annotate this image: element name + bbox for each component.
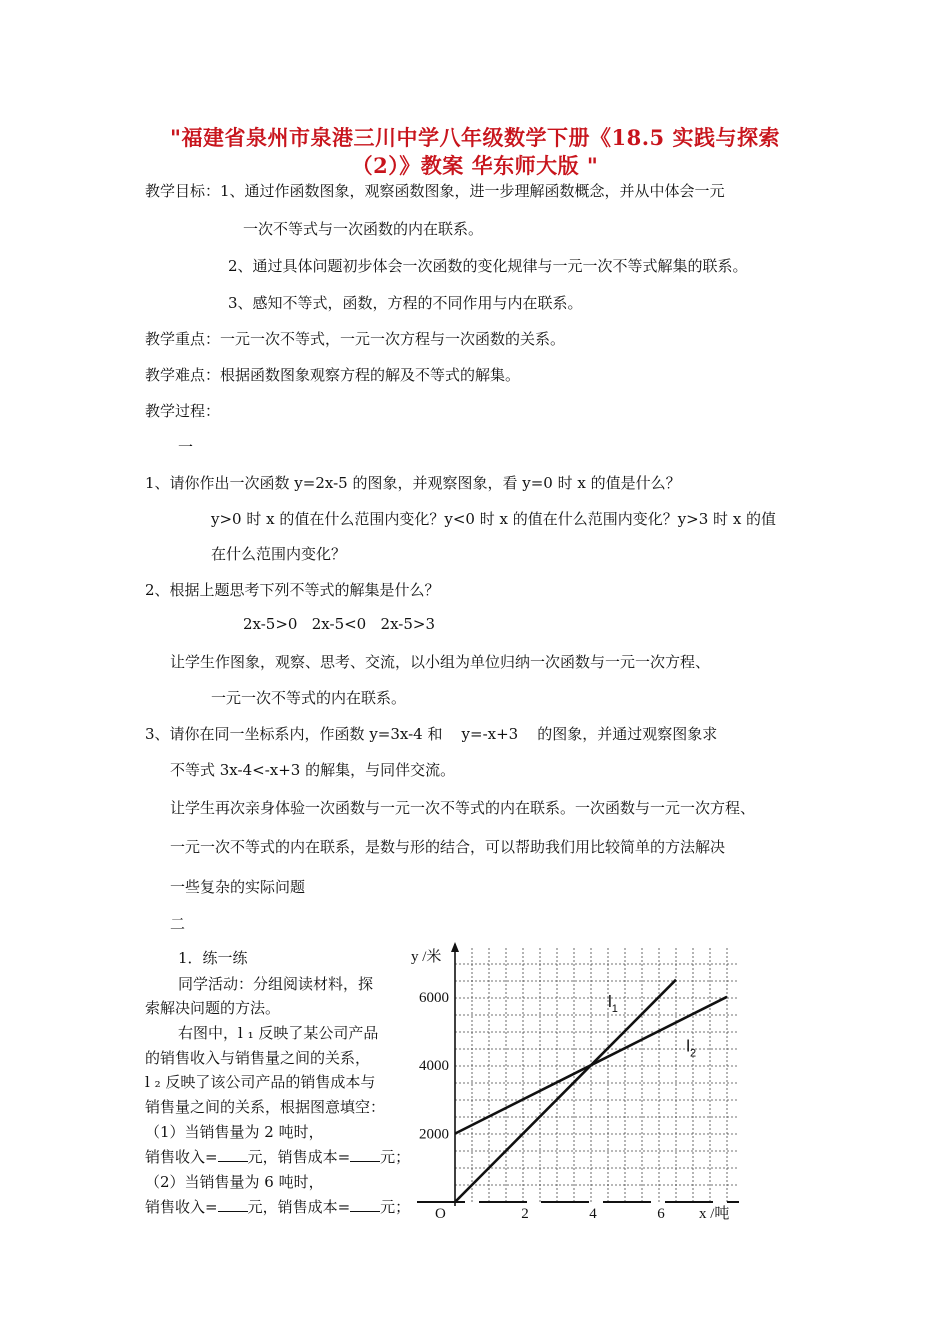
cost-blank-1[interactable] [350, 1147, 380, 1162]
description-line-3: l ₂ 反映了该公司产品的销售成本与 [145, 1073, 376, 1091]
x-tick-label: 2 [521, 1206, 529, 1222]
unit-label: 元； [380, 1148, 411, 1166]
unit-label: 元； [380, 1198, 411, 1216]
question-1-end: 在什么范围内变化？ [211, 545, 347, 563]
series-label-2: $l_2$ [686, 1036, 697, 1060]
series-line-1 [455, 980, 676, 1202]
question-3: 3、请你在同一坐标系内，作函数 y=3x-4 和 y=-x+3 的图象，并通过观察图象求 [145, 725, 718, 743]
y-tick-label: 2000 [419, 1126, 449, 1143]
difficulty: 教学难点：根据函数图象观察方程的解及不等式的解集。 [145, 366, 521, 384]
description-line-1: 右图中，l ₁ 反映了某公司产品 [178, 1024, 379, 1042]
sales-chart [405, 940, 740, 1225]
fill-answer-1 [145, 1146, 410, 1167]
summary-line-2: 一元一次不等式的内在联系，是数与形的结合，可以帮助我们用比较简单的方法解决 [170, 838, 726, 856]
question-2-note-cont: 一元一次不等式的内在联系。 [211, 689, 407, 707]
cost-blank-2[interactable] [350, 1197, 380, 1212]
objectives-label-line [145, 180, 725, 201]
objectives-label: 教学目标： [145, 182, 221, 200]
cost-label: 元，销售成本= [247, 1148, 351, 1166]
question-2-note: 让学生作图象，观察、思考、交流，以小组为单位归纳一次函数与一元一次方程、 [170, 653, 711, 671]
summary-line-1: 让学生再次亲身体验一次函数与一元一次不等式的内在联系。一次函数与一元一次方程、 [170, 799, 756, 817]
activity-line-1: 同学活动：分组阅读材料，探 [178, 975, 374, 993]
chart-grid [455, 948, 739, 1202]
question-1-cont: y>0 时 x 的值在什么范围内变化？y<0 时 x 的值在什么范围内变化？y>3 时 x 的值 [211, 510, 777, 528]
objective-3: 3、感知不等式，函数，方程的不同作用与内在联系。 [228, 294, 583, 312]
document-title-line1: "福建省泉州市泉港三川中学八年级数学下册《18.5 实践与探索 [170, 125, 780, 150]
revenue-blank-1[interactable] [218, 1147, 248, 1162]
key-point: 教学重点：一元一次不等式，一元一次方程与一次函数的关系。 [145, 330, 566, 348]
y-axis-arrow [451, 942, 459, 952]
question-1: 1、请你作出一次函数 y=2x-5 的图象，并观察图象，看 y=0 时 x 的值是什么？ [145, 474, 681, 492]
revenue-label: 销售收入= [145, 1148, 218, 1166]
question-2: 2、根据上题思考下列不等式的解集是什么？ [145, 581, 440, 599]
part1-heading: 一 [178, 438, 194, 456]
y-tick-label: 6000 [419, 989, 449, 1006]
origin-label: O [435, 1206, 446, 1222]
fill-question-2: （2）当销售量为 6 吨时， [145, 1173, 324, 1191]
objective-2: 2、通过具体问题初步体会一次函数的变化规律与一元一次不等式解集的联系。 [228, 257, 748, 275]
series-label-1: $l_1$ [608, 992, 618, 1016]
objective-1: 1、通过作函数图象，观察函数图象，进一步理解函数概念，并从中体会一元 [220, 182, 725, 200]
chart-axes [417, 942, 739, 1206]
x-axis-label: x /吨 [699, 1206, 730, 1222]
objective-1-cont: 一次不等式与一次函数的内在联系。 [243, 220, 484, 238]
y-axis-label: y /米 [411, 949, 442, 965]
question-3-cont: 不等式 3x-4<-x+3 的解集，与同伴交流。 [170, 761, 456, 779]
practice-title: 1．练一练 [178, 949, 248, 967]
description-line-2: 的销售收入与销售量之间的关系， [145, 1049, 371, 1067]
fill-question-1: （1）当销售量为 2 吨时， [145, 1123, 324, 1141]
inequalities: 2x-5>0 2x-5<0 2x-5>3 [243, 615, 435, 633]
revenue-label: 销售收入= [145, 1198, 218, 1216]
document-title-line2: （2）》教案 华东师大版 " [351, 153, 599, 178]
x-tick-label: 6 [657, 1206, 665, 1222]
x-tick-label: 4 [589, 1206, 597, 1222]
y-tick-label: 4000 [419, 1058, 449, 1075]
revenue-blank-2[interactable] [218, 1197, 248, 1212]
process-label: 教学过程： [145, 402, 221, 420]
fill-answer-2 [145, 1196, 410, 1217]
activity-line-2: 索解决问题的方法。 [145, 999, 281, 1017]
description-line-4: 销售量之间的关系，根据图意填空： [145, 1098, 386, 1116]
cost-label: 元，销售成本= [247, 1198, 351, 1216]
part2-heading: 二 [170, 915, 186, 933]
summary-line-3: 一些复杂的实际问题 [170, 878, 306, 896]
